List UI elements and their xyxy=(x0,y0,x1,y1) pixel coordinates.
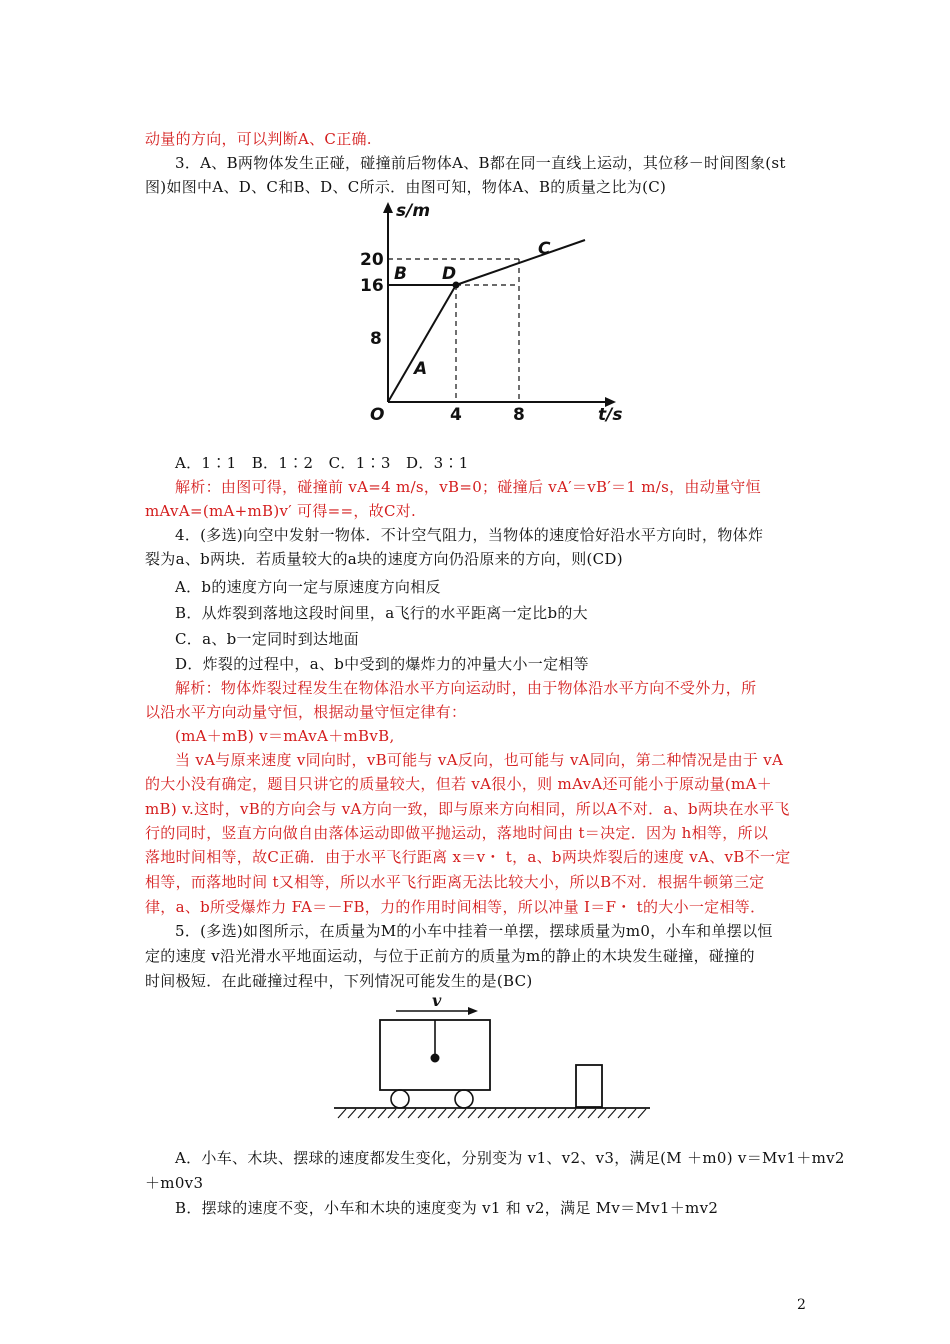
question-4-option-b: B．从炸裂到落地这段时间里，a飞行的水平距离一定比b的大 xyxy=(175,604,588,622)
y-tick-16: 16 xyxy=(360,276,384,296)
question-3-line-2: 图)如图中A、D、C和B、D、C所示．由图可知，物体A、B的质量之比为(C) xyxy=(145,178,667,196)
question-5-line-1: 5．(多选)如图所示，在质量为M的小车中挂着一单摆，摆球质量为m0，小车和单摆以恒 xyxy=(175,922,773,940)
point-label-A: A xyxy=(414,359,428,379)
question-4-analysis-1: 解析：物体炸裂过程发生在物体沿水平方向运动时，由于物体沿水平方向不受外力，所 xyxy=(175,679,757,697)
y-tick-8: 8 xyxy=(370,329,382,349)
question-3-line-1: 3．A、B两物体发生正碰，碰撞前后物体A、B都在同一直线上运动，其位移－时间图象(st xyxy=(175,154,786,172)
question-4-analysis-3: (mA＋mB) v＝mAvA＋mBvB, xyxy=(175,727,395,745)
y-axis-label: s/m xyxy=(396,201,431,221)
text-line-1: 动量的方向，可以判断A、C正确. xyxy=(145,130,372,148)
question-5-option-a-2: ＋m0v3 xyxy=(145,1174,204,1192)
point-label-B: B xyxy=(394,264,407,284)
question-4-line-1: 4．(多选)向空中发射一物体．不计空气阻力，当物体的速度恰好沿水平方向时，物体炸 xyxy=(175,526,764,544)
cart-wheel-left xyxy=(391,1090,409,1108)
question-4-line-2: 裂为a、b两块．若质量较大的a块的速度方向仍沿原来的方向，则(CD) xyxy=(145,550,623,568)
st-graph-figure xyxy=(360,200,630,422)
wooden-block xyxy=(576,1065,602,1107)
question-4-analysis-4: 当 vA与原来速度 v同向时，vB可能与 vA反向，也可能与 vA同向，第二种情况是由于 vA xyxy=(175,751,784,769)
question-3-analysis-1: 解析：由图可得，碰撞前 vA=4 m/s，vB=0；碰撞后 vA′＝vB′＝1 m/s，由动量守恒 xyxy=(175,478,761,496)
question-4-analysis-7: 行的同时，竖直方向做自由落体运动即做平抛运动，落地时间由 t＝决定．因为 h相等，所以 xyxy=(145,824,769,842)
question-4-option-c: C．a、b一定同时到达地面 xyxy=(175,630,359,648)
y-axis-arrow xyxy=(383,202,393,213)
line-DC xyxy=(456,240,585,285)
ground-hatching xyxy=(338,1109,646,1118)
question-4-option-d: D．炸裂的过程中，a、b中受到的爆炸力的冲量大小一定相等 xyxy=(175,655,589,673)
question-5-option-b: B．摆球的速度不变，小车和木块的速度变为 v1 和 v2，满足 Mv＝Mv1＋mv2 xyxy=(175,1199,719,1217)
pendulum-bob xyxy=(431,1054,439,1062)
x-tick-4: 4 xyxy=(450,405,462,422)
origin-label: O xyxy=(370,405,385,422)
question-5-option-a-1: A．小车、木块、摆球的速度都发生变化，分别变为 v1、v2、v3，满足(M ＋m0) v＝Mv1＋mv2 xyxy=(175,1149,845,1167)
cart-wheel-right xyxy=(455,1090,473,1108)
point-label-C: C xyxy=(538,239,551,259)
question-4-option-a: A．b的速度方向一定与原速度方向相反 xyxy=(175,578,441,596)
y-tick-20: 20 xyxy=(360,250,384,270)
point-label-D: D xyxy=(442,264,457,284)
x-axis-label: t/s xyxy=(598,405,623,422)
question-3-analysis-2: mAvA=(mA+mB)v′ 可得==，故C对. xyxy=(145,502,417,520)
question-4-analysis-9: 相等，而落地时间 t又相等，所以水平飞行距离无法比较大小，所以B不对．根据牛顿第三定 xyxy=(145,873,765,891)
question-4-analysis-5: 的大小没有确定，题目只讲它的质量较大，但若 vA很小，则 mAvA还可能小于原动量(mA＋ xyxy=(145,775,773,793)
question-4-analysis-10: 律，a、b所受爆炸力 FA＝－FB，力的作用时间相等，所以冲量 I＝F・ t的大小一定相等． xyxy=(145,898,766,916)
page-number: 2 xyxy=(797,1297,806,1313)
question-4-analysis-2: 以沿水平方向动量守恒，根据动量守恒定律有： xyxy=(145,703,467,721)
cart-pendulum-figure xyxy=(330,995,655,1123)
line-A xyxy=(388,285,456,402)
question-5-line-3: 时间极短．在此碰撞过程中，下列情况可能发生的是(BC) xyxy=(145,972,533,990)
velocity-label: v xyxy=(432,995,442,1010)
question-3-options: A．1∶1 B．1∶2 C．1∶3 D．3∶1 xyxy=(175,454,469,472)
question-4-analysis-8: 落地时间相等，故C正确．由于水平飞行距离 x＝v・ t，a、b两块炸裂后的速度 vA、vB不一定 xyxy=(145,848,791,866)
question-4-analysis-6: mB) v.这时，vB的方向会与 vA方向一致，即与原来方向相同，所以A不对．a、b两块在水平飞 xyxy=(145,800,790,818)
question-5-line-2: 定的速度 v沿光滑水平地面运动，与位于正前方的质量为m的静止的木块发生碰撞，碰撞的 xyxy=(145,947,755,965)
x-tick-8: 8 xyxy=(513,405,525,422)
